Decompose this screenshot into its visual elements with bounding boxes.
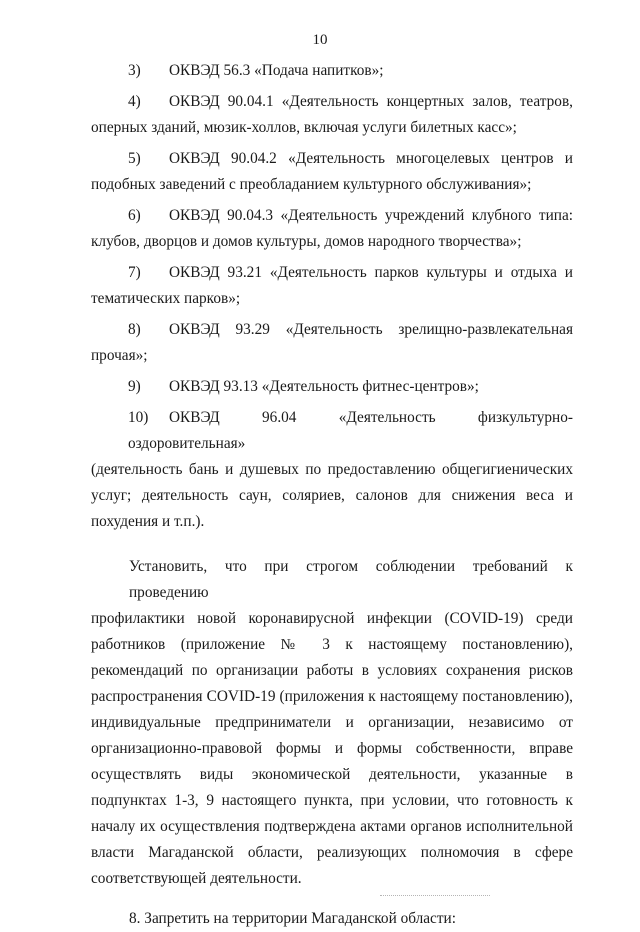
section-8-paragraph (91, 906, 573, 932)
item-text: ОКВЭД 90.04.1 «Деятельность концертных залов, театров, (169, 93, 573, 110)
item-number: 9) (128, 378, 141, 395)
paragraph-line: работников (приложение № 3 к настоящему постановлению), (91, 636, 573, 653)
okved-item (91, 260, 573, 312)
paragraph-line: осуществлять виды экономической деятельности, указанные в (91, 766, 573, 783)
item-text: прочая»; (91, 347, 148, 364)
permission-paragraph (91, 554, 573, 892)
paragraph-line: организационно-правовой формы и формы собственности, вправе (91, 740, 573, 757)
paragraph-line: началу их осуществления подтверждена актами органов исполнительной (91, 818, 573, 835)
okved-list (91, 58, 573, 535)
item-text: ОКВЭД 96.04 «Деятельность физкультурно-оздоровительная» (128, 409, 573, 452)
paragraph-line: индивидуальные предприниматели и организации, независимо от (91, 714, 573, 731)
paragraph-line: Установить, что при строгом соблюдении требований к проведению (129, 558, 573, 601)
item-number: 7) (128, 264, 141, 281)
item-text: ОКВЭД 90.04.2 «Деятельность многоцелевых центров и (169, 150, 573, 167)
item-number: 6) (128, 207, 141, 224)
item-text: тематических парков»; (91, 290, 241, 307)
paragraph-line: рекомендаций по организации работы в условиях сохранения рисков (91, 662, 573, 679)
item-text: услуг; деятельность саун, соляриев, салонов для снижения веса и (91, 487, 573, 504)
item-text: ОКВЭД 90.04.3 «Деятельность учреждений клубного типа: (169, 207, 573, 224)
paragraph-line: профилактики новой коронавирусной инфекции (COVID-19) среди (91, 610, 573, 627)
item-text: ОКВЭД 93.13 «Деятельность фитнес-центров»; (169, 378, 479, 395)
item-text: ОКВЭД 93.29 «Деятельность зрелищно-развлекательная (169, 321, 573, 338)
okved-item (91, 58, 573, 84)
item-number: 10) (128, 409, 149, 426)
paragraph-line: распространения COVID-19 (приложения к настоящему постановлению), (91, 688, 573, 705)
page-number: 10 (312, 32, 328, 48)
okved-item (91, 317, 573, 369)
paragraph-line: соответствующей деятельности. (91, 870, 302, 887)
paragraph-line: подпунктах 1-3, 9 настоящего пункта, при условии, что готовность к (91, 792, 573, 809)
scan-artifact (380, 895, 490, 897)
okved-item (91, 146, 573, 198)
okved-item (91, 203, 573, 255)
paragraph-line: власти Магаданской области, реализующих полномочия в сфере (91, 844, 573, 861)
item-text: (деятельность бань и душевых по предоставлению общегигиенических (91, 461, 573, 478)
okved-item (91, 374, 573, 400)
item-number: 8) (128, 321, 141, 338)
item-number: 3) (128, 62, 141, 79)
document-body (91, 58, 573, 932)
okved-item (91, 405, 573, 535)
item-text: похудения и т.п.). (91, 513, 205, 530)
item-text: оперных зданий, мюзик-холлов, включая услуги билетных касс»; (91, 119, 517, 136)
okved-item (91, 89, 573, 141)
item-text: ОКВЭД 93.21 «Деятельность парков культуры и отдыха и (169, 264, 573, 281)
item-number: 5) (128, 150, 141, 167)
section-8-heading: 8. Запретить на территории Магаданской области: (129, 910, 456, 927)
item-text: подобных заведений с преобладанием культурного обслуживания»; (91, 176, 532, 193)
item-text: ОКВЭД 56.3 «Подача напитков»; (169, 62, 384, 79)
item-number: 4) (128, 93, 141, 110)
item-text: клубов, дворцов и домов культуры, домов народного творчества»; (91, 233, 522, 250)
